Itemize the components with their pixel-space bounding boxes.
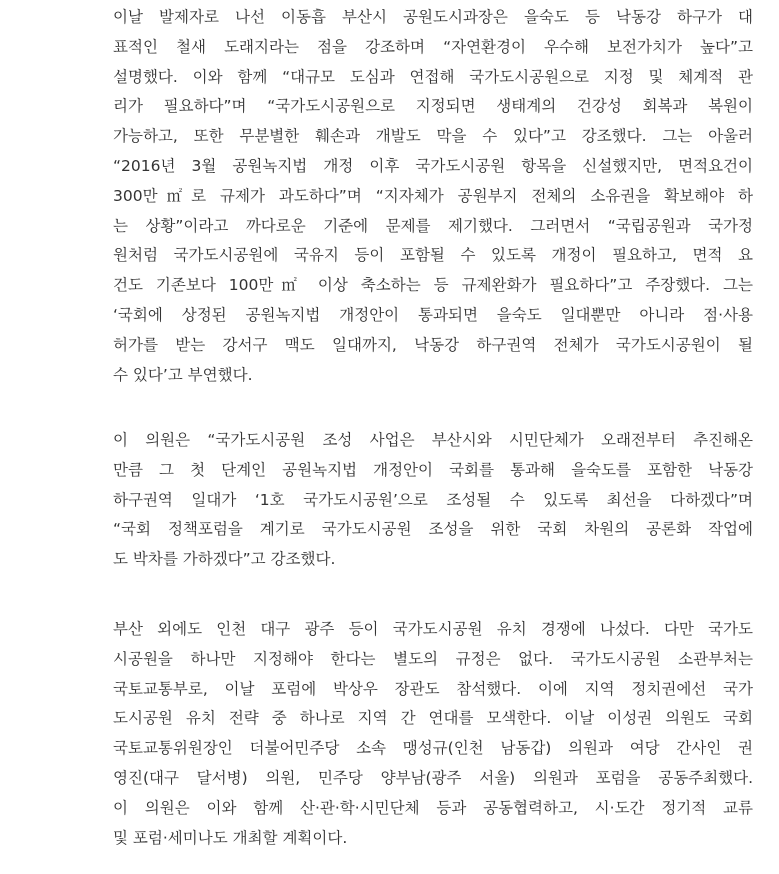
paragraph-3 bbox=[113, 615, 753, 853]
text-line: 이 의원은 “국가도시공원 조성 사업은 부산시와 시민단체가 오래전부터 추진해온 bbox=[113, 431, 753, 449]
text-line: 리가 필요하다”며 “국가도시공원으로 지정되면 생태계의 건강성 회복과 복원이 bbox=[113, 97, 753, 116]
text-line: 는 상황”이라고 까다로운 기준에 문제를 제기했다. 그러면서 “국립공원과 국가정 bbox=[113, 216, 753, 235]
text-line: 국토교통위원장인 더불어민주당 소속 맹성규(인천 남동갑) 의원과 여당 간사인 권 bbox=[113, 739, 753, 758]
text-line: 국토교통부로, 이날 포럼에 박상우 장관도 참석했다. 이에 지역 정치권에선 국가 bbox=[113, 679, 753, 698]
text-line: 시공원을 하나만 지정해야 한다는 별도의 규정은 없다. 국가도시공원 소관부처는 bbox=[113, 649, 753, 668]
text-line: 허가를 받는 강서구 맥도 일대까지, 낙동강 하구권역 전체가 국가도시공원이 될 bbox=[113, 335, 753, 354]
text-line: 도시공원 유치 전략 중 하나로 지역 간 연대를 모색한다. 이날 이성권 의원도 국회 bbox=[113, 709, 753, 728]
text-line: 도 박차를 가하겠다”고 강조했다. bbox=[113, 550, 336, 569]
text-line: 영진(대구 달서병) 의원, 민주당 양부남(광주 서울) 의원과 포럼을 공동주최했다. bbox=[113, 768, 753, 787]
text-line: 건도 기존보다 100만㎡ 이상 축소하는 등 규제완화가 필요하다”고 주장했다. 그는 bbox=[113, 276, 753, 295]
text-line: 이날 발제자로 나선 이동흡 부산시 공원도시과장은 을숙도 등 낙동강 하구가 대 bbox=[113, 8, 753, 26]
text-line: ‘국회에 상정된 공원녹지법 개정안이 통과되면 을숙도 일대뿐만 아니라 점·사용 bbox=[113, 305, 753, 324]
text-line: 하구권역 일대가 ‘1호 국가도시공원’으로 조성될 수 있도록 최선을 다하겠다”며 bbox=[113, 490, 753, 509]
text-line: 설명했다. 이와 함께 “대규모 도심과 연접해 국가도시공원으로 지정 및 체계적 관 bbox=[113, 67, 753, 86]
text-line: 수 있다’고 부연했다. bbox=[113, 365, 253, 384]
text-line: 및 포럼·세미나도 개최할 계획이다. bbox=[113, 828, 348, 847]
text-line: 표적인 철새 도래지라는 점을 강조하며 “자연환경이 우수해 보전가치가 높다”고 bbox=[113, 37, 753, 56]
text-line: 300만㎡로 규제가 과도하다”며 “지자체가 공원부지 전체의 소유권을 확보해야 하 bbox=[113, 186, 753, 205]
text-line: “국회 정책포럼을 계기로 국가도시공원 조성을 위한 국회 차원의 공론화 작업에 bbox=[113, 520, 753, 539]
paragraph-2 bbox=[113, 426, 753, 575]
text-line: 원처럼 국가도시공원에 국유지 등이 포함될 수 있도록 개정이 필요하고, 면적 요 bbox=[113, 246, 753, 265]
text-line: 만큼 그 첫 단계인 공원녹지법 개정안이 국회를 통과해 을숙도를 포함한 낙동강 bbox=[113, 460, 753, 479]
text-line: “2016년 3월 공원녹지법 개정 이후 국가도시공원 항목을 신설했지만, 면적요건이 bbox=[113, 156, 753, 175]
text-line: 가능하고, 또한 무분별한 훼손과 개발도 막을 수 있다”고 강조했다. 그는 아울러 bbox=[113, 127, 753, 146]
text-line: 부산 외에도 인천 대구 광주 등이 국가도시공원 유치 경쟁에 나섰다. 다만 국가도 bbox=[113, 620, 753, 638]
text-line: 이 의원은 이와 함께 산·관·학·시민단체 등과 공동협력하고, 시·도간 정기적 교류 bbox=[113, 798, 753, 817]
paragraph-1 bbox=[113, 3, 753, 390]
